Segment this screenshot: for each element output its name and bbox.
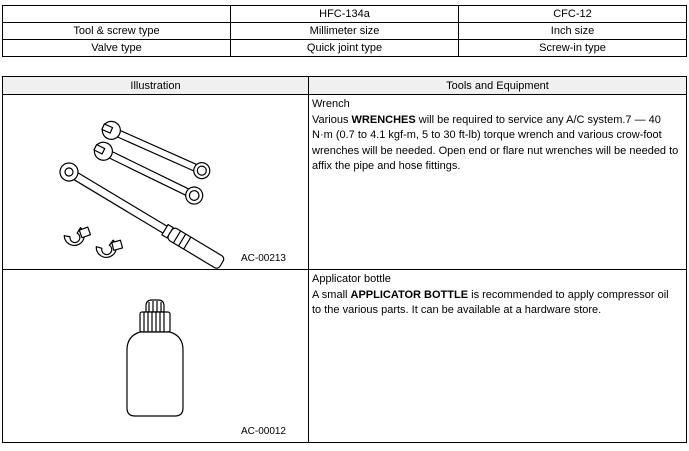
tool-description-cell — [309, 95, 687, 270]
spec-cell: Quick joint type — [231, 40, 459, 57]
refrigerant-spec-table — [2, 5, 687, 57]
tool-row-wrench — [3, 95, 687, 270]
figure-code: AC-00012 — [240, 426, 286, 437]
spec-row-label: Valve type — [3, 40, 231, 57]
desc-bold-term: APPLICATOR BOTTLE — [350, 288, 469, 301]
tools-equipment-table — [2, 76, 687, 443]
spec-cell: Screw-in type — [459, 40, 687, 57]
spec-header-blank — [3, 6, 231, 23]
tools-header-row — [3, 77, 687, 95]
spec-row-valve — [3, 40, 687, 57]
spec-cell: Millimeter size — [231, 23, 459, 40]
tool-title: Applicator bottle — [312, 273, 391, 285]
spec-header-hfc: HFC-134a — [231, 6, 459, 23]
tool-description-cell — [309, 270, 687, 443]
spec-cell: Inch size — [459, 23, 687, 40]
tool-row-applicator — [3, 270, 687, 443]
applicator-bottle-illustration — [3, 270, 309, 443]
spec-header-cfc: CFC-12 — [459, 6, 687, 23]
desc-text-after: will be required to service any A/C system.7 — 40 N·m (0.7 to 4.1 kgf-m, 5 to 30 ft-lb) torque wrench and various crow-foot wrenches will be needed. Open end or flare nut wrenches will be needed to affix the pipe and hose fittings. — [312, 113, 679, 172]
figure-code: AC-00213 — [240, 253, 286, 264]
spec-row-tool-screw — [3, 23, 687, 40]
desc-text-after: is recommended to apply compressor oil to the various parts. It can be available at a hardware store. — [312, 288, 669, 316]
illustration-cell — [3, 95, 309, 270]
column-header-illustration: Illustration — [3, 77, 309, 95]
column-header-tools: Tools and Equipment — [309, 77, 687, 95]
illustration-cell — [3, 270, 309, 443]
desc-bold-term: WRENCHES — [351, 113, 416, 126]
desc-text-before: A small — [312, 288, 351, 301]
tool-title: Wrench — [312, 98, 350, 110]
tool-description — [312, 113, 680, 175]
spec-row-label: Tool & screw type — [3, 23, 231, 40]
tool-description — [312, 288, 680, 319]
spec-header-row — [3, 6, 687, 23]
wrench-set-illustration — [3, 95, 309, 270]
desc-text-before: Various — [312, 113, 352, 126]
